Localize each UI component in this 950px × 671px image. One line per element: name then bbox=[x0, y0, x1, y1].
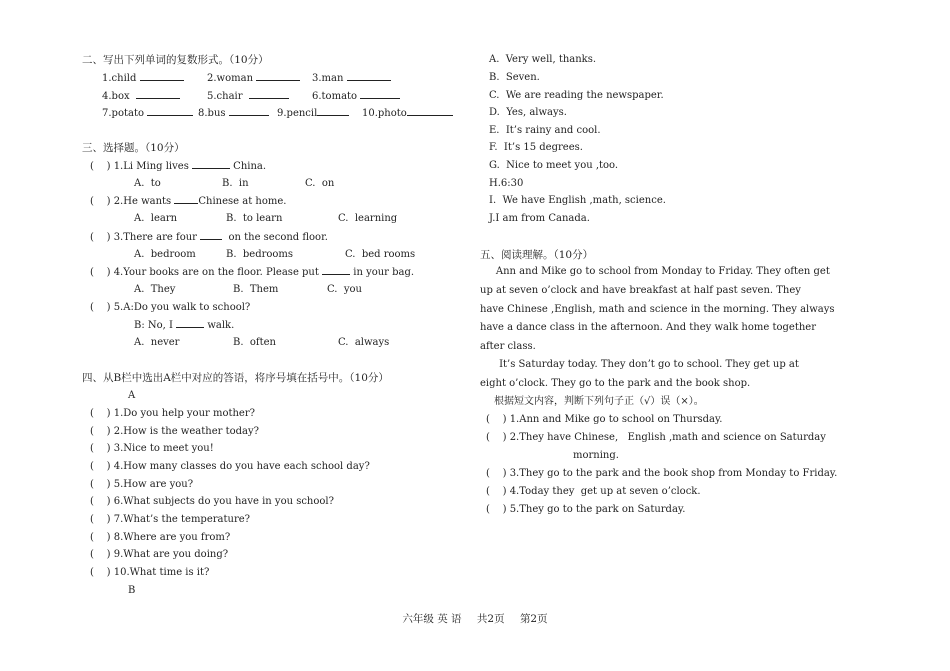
option: A. They bbox=[134, 284, 176, 295]
match-item: ( ) 3.Nice to meet you! bbox=[90, 443, 214, 454]
column-a-label: A bbox=[128, 390, 136, 401]
section2-heading: 二、写出下列单词的复数形式。（10分） bbox=[82, 54, 269, 66]
judge-item: ( ) 1.Ann and Mike go to school on Thursday. bbox=[486, 414, 723, 425]
option: B. often bbox=[233, 337, 276, 348]
passage-line: have Chinese ,English, math and science in the morning. They always bbox=[480, 304, 835, 315]
option: C. on bbox=[305, 178, 335, 189]
match-item: ( ) 10.What time is it? bbox=[90, 567, 210, 578]
answer-option: E. It’s rainy and cool. bbox=[489, 125, 601, 136]
answer-option: I. We have English ,math, science. bbox=[489, 195, 666, 206]
footer-page: 第2页 bbox=[519, 613, 548, 625]
match-item: ( ) 4.How many classes do you have each school day? bbox=[90, 461, 370, 472]
section2-item: 5.chair bbox=[207, 89, 289, 104]
match-item: ( ) 6.What subjects do you have in you school? bbox=[90, 496, 334, 507]
footer-total: 共2页 bbox=[476, 613, 505, 625]
section2-item: 10.photo bbox=[362, 106, 453, 121]
section2-item: 8.bus bbox=[198, 106, 269, 121]
answer-option: J.I am from Canada. bbox=[489, 213, 590, 224]
section2-item: 7.potato bbox=[102, 106, 193, 121]
option: A. to bbox=[134, 178, 161, 189]
option: A. never bbox=[134, 337, 180, 348]
option: B. Them bbox=[233, 284, 279, 295]
match-item: ( ) 7.What’s the temperature? bbox=[90, 514, 251, 525]
judge-item: ( ) 3.They go to the park and the book shop from Monday to Friday. bbox=[486, 468, 838, 479]
option: C. always bbox=[338, 337, 390, 348]
option: B. in bbox=[222, 178, 249, 189]
question: ( ) 5.A:Do you walk to school? bbox=[90, 302, 251, 313]
option: A. learn bbox=[134, 213, 178, 224]
passage-line: have a dance class in the afternoon. And they walk home together bbox=[480, 322, 816, 333]
passage-line: Ann and Mike go to school from Monday to Friday. They often get bbox=[480, 266, 830, 277]
section5-heading: 五、阅读理解。（10分） bbox=[480, 249, 594, 261]
answer-option: D. Yes, always. bbox=[489, 107, 567, 118]
page-footer bbox=[0, 611, 950, 626]
section2-item: 1.child bbox=[102, 71, 184, 86]
option: C. learning bbox=[338, 213, 398, 224]
judge-item: ( ) 4.Today they get up at seven o’clock. bbox=[486, 486, 701, 497]
column-b-label: B bbox=[128, 585, 136, 596]
option: B. bedrooms bbox=[226, 249, 294, 260]
option: C. you bbox=[327, 284, 362, 295]
option: C. bed rooms bbox=[345, 249, 416, 260]
section5-instruction: 根据短文内容，判断下列句子正（√）误（×）。 bbox=[494, 396, 704, 407]
section4-heading: 四、从B栏中选出A栏中对应的答语，将序号填在括号中。（10分） bbox=[82, 372, 389, 384]
judge-item-cont: morning. bbox=[573, 450, 619, 461]
question: ( ) 1.Li Ming lives China. bbox=[90, 161, 267, 172]
option: B. to learn bbox=[226, 213, 283, 224]
question-line2: B: No, I walk. bbox=[134, 320, 235, 331]
answer-option: F. It’s 15 degrees. bbox=[489, 142, 583, 153]
judge-item: ( ) 5.They go to the park on Saturday. bbox=[486, 504, 686, 515]
section2-item: 2.woman bbox=[207, 71, 300, 86]
section2-item: 9.pencil bbox=[277, 106, 349, 121]
answer-option: H.6:30 bbox=[489, 178, 524, 189]
match-item: ( ) 5.How are you? bbox=[90, 479, 194, 490]
question: ( ) 3.There are four on the second floor. bbox=[90, 232, 328, 243]
match-item: ( ) 2.How is the weather today? bbox=[90, 426, 259, 437]
match-item: ( ) 9.What are you doing? bbox=[90, 549, 229, 560]
answer-option: C. We are reading the newspaper. bbox=[489, 90, 664, 101]
answer-option: B. Seven. bbox=[489, 72, 540, 83]
answer-option: A. Very well, thanks. bbox=[489, 54, 597, 65]
answer-option: G. Nice to meet you ,too. bbox=[489, 160, 619, 171]
question: ( ) 4.Your books are on the floor. Please put in your bag. bbox=[90, 267, 415, 278]
question: ( ) 2.He wants Chinese at home. bbox=[90, 196, 287, 207]
option: A. bedroom bbox=[134, 249, 196, 260]
passage-line: up at seven o’clock and have breakfast at half past seven. They bbox=[480, 285, 801, 296]
match-item: ( ) 1.Do you help your mother? bbox=[90, 408, 255, 419]
passage-line: It’s Saturday today. They don’t go to school. They get up at bbox=[480, 359, 799, 370]
judge-item: ( ) 2.They have Chinese, English ,math and science on Saturday bbox=[486, 432, 826, 443]
footer-grade: 六年级 英 语 bbox=[402, 613, 462, 625]
section2-item: 6.tomato bbox=[312, 89, 400, 104]
passage-line: after class. bbox=[480, 341, 536, 352]
match-item: ( ) 8.Where are you from? bbox=[90, 532, 231, 543]
section3-heading: 三、选择题。（10分） bbox=[82, 142, 185, 154]
section2-item: 3.man bbox=[312, 71, 391, 86]
section2-item: 4.box bbox=[102, 89, 180, 104]
passage-line: eight o’clock. They go to the park and the book shop. bbox=[480, 378, 751, 389]
